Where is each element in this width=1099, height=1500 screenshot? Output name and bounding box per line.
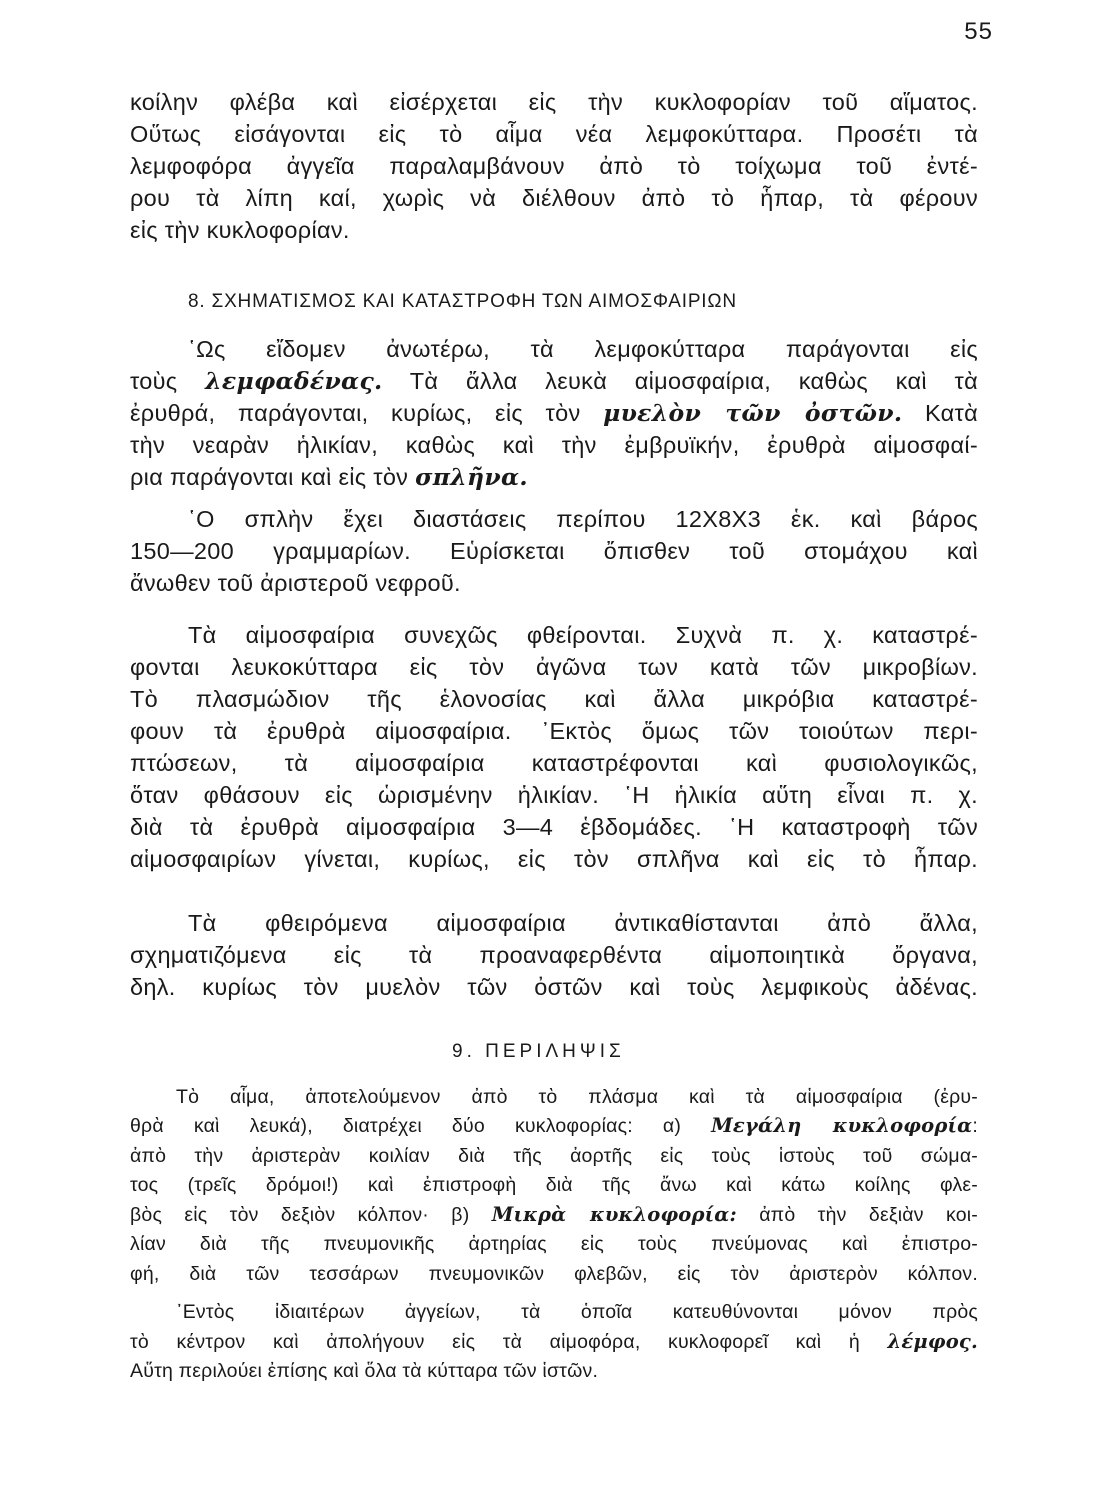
summary-line: ἀπὸ τὴν ἀριστερὰν κοιλίαν διὰ τῆς ἀορτῆς εἰς τοὺς ἱστοὺς τοῦ σώμα- [130,1145,978,1167]
summary-line: βὸς εἰς τὸν δεξιὸν κόλπον· β) Μικρὰ κυκλοφορία: ἀπὸ τὴν δεξιὰν κοι- [130,1203,979,1226]
text-line: Οὕτως εἰσάγονται εἰς τὸ αἷμα νέα λεμφοκύτταρα. Προσέτι τὰ [130,121,978,147]
text-line: δηλ. κυρίως τὸν μυελὸν τῶν ὀστῶν καὶ τοὺς λεμφικοὺς ἀδένας. [130,974,978,1000]
emphasis-term: σπλῆνα. [415,463,528,491]
emphasis-term: λέμφος. [887,1330,978,1353]
text-line: διὰ τὰ ἐρυθρὰ αἱμοσφαίρια 3—4 ἑβδομάδες. ῾Η καταστροφὴ τῶν [130,814,978,840]
summary-line: τὸ κέντρον καὶ ἀπολήγουν εἰς τὰ αἱμοφόρα, κυκλοφορεῖ καὶ ἡ λέμφος. [130,1330,978,1353]
summary-line: Αὕτη περιλούει ἐπίσης καὶ ὅλα τὰ κύτταρα τῶν ἱστῶν. [130,1360,599,1382]
text-line: Τὰ αἱμοσφαίρια συνεχῶς φθείρονται. Συχνὰ π. χ. καταστρέ- [188,622,978,648]
text-line: ρου τὰ λίπη καί, χωρὶς νὰ διέλθουν ἀπὸ τὸ ἧπαρ, τὰ φέρουν [130,185,978,211]
text-line: πτώσεων, τὰ αἱμοσφαίρια καταστρέφονται καὶ φυσιολογικῶς, [130,750,978,776]
text-line: φονται λευκοκύτταρα εἰς τὸν ἀγῶνα των κατὰ τῶν μικροβίων. [130,654,978,680]
emphasis-term: Μεγάλη κυκλοφορία [711,1114,973,1137]
section-9-heading: 9. ΠΕΡΙΛΗΨΙΣ [452,1041,625,1062]
text-line: φουν τὰ ἐρυθρὰ αἱμοσφαίρια. ᾿Εκτὸς ὅμως τῶν τοιούτων περι- [130,718,978,744]
summary-line: θρὰ καὶ λευκά), διατρέχει δύο κυκλοφορίας: α) Μεγάλη κυκλοφορία: [130,1114,978,1137]
page-number: 55 [964,18,993,45]
text-line: εἰς τὴν κυκλοφορίαν. [130,217,350,243]
text-line: ἄνωθεν τοῦ ἀριστεροῦ νεφροῦ. [130,570,461,596]
text-line: ἐρυθρά, παράγονται, κυρίως, εἰς τὸν μυελὸν τῶν ὀστῶν. Κατὰ [130,399,978,427]
summary-line: φή, διὰ τῶν τεσσάρων πνευμονικῶν φλεβῶν, εἰς τὸν ἀριστερὸν κόλπον. [130,1263,978,1285]
text-line: ρια παράγονται καὶ εἰς τὸν σπλῆνα. [130,463,528,491]
text-line: 150—200 γραμμαρίων. Εὑρίσκεται ὄπισθεν τοῦ στομάχου καὶ [130,538,978,564]
text-line: τὴν νεαρὰν ἡλικίαν, καθὼς καὶ τὴν ἐμβρυϊκήν, ἐρυθρὰ αἱμοσφαί- [130,432,978,458]
emphasis-term: λεμφαδένας. [205,367,383,395]
text-line: κοίλην φλέβα καὶ εἰσέρχεται εἰς τὴν κυκλοφορίαν τοῦ αἵματος. [130,89,978,115]
text-line: αἱμοσφαιρίων γίνεται, κυρίως, εἰς τὸν σπλῆνα καὶ εἰς τὸ ἧπαρ. [130,846,978,872]
text-line: σχηματιζόμενα εἰς τὰ προαναφερθέντα αἱμοποιητικὰ ὄργανα, [130,942,978,968]
summary-line: τος (τρεῖς δρόμοι!) καὶ ἐπιστροφὴ διὰ τῆς ἄνω καὶ κάτω κοίλης φλε- [130,1174,978,1196]
summary-line: λίαν διὰ τῆς πνευμονικῆς ἀρτηρίας εἰς τοὺς πνεύμονας καὶ ἐπιστρο- [130,1233,978,1255]
emphasis-term: Μικρὰ κυκλοφορία: [491,1203,737,1226]
text-line: Τὸ πλασμώδιον τῆς ἑλονοσίας καὶ ἄλλα μικρόβια καταστρέ- [130,686,978,712]
text-line: Τὰ φθειρόμενα αἱμοσφαίρια ἀντικαθίστανται ἀπὸ ἄλλα, [188,910,978,936]
text-line: ῾Ο σπλὴν ἔχει διαστάσεις περίπου 12Χ8Χ3 ἑκ. καὶ βάρος [188,506,978,532]
section-8-heading: 8. ΣΧΗΜΑΤΙΣΜΟΣ ΚΑΙ ΚΑΤΑΣΤΡΟΦΗ ΤΩΝ ΑΙΜΟΣΦΑΙΡΙΩΝ [188,291,737,312]
emphasis-term: μυελὸν τῶν ὀστῶν. [603,399,903,427]
text-line: ὅταν φθάσουν εἰς ὡρισμένην ἡλικίαν. ῾Η ἡλικία αὕτη εἶναι π. χ. [130,782,978,808]
summary-line: ᾿Εντὸς ἰδιαιτέρων ἀγγείων, τὰ ὁποῖα κατευθύνονται μόνον πρὸς [176,1301,978,1323]
summary-line: Τὸ αἷμα, ἀποτελούμενον ἀπὸ τὸ πλάσμα καὶ τὰ αἱμοσφαίρια (ἐρυ- [176,1086,978,1108]
text-line: ῾Ως εἴδομεν ἀνωτέρω, τὰ λεμφοκύτταρα παράγονται εἰς [188,336,978,362]
text-line: τοὺς λεμφαδένας. Τὰ ἄλλα λευκὰ αἱμοσφαίρια, καθὼς καὶ τὰ [130,367,978,395]
text-line: λεμφοφόρα ἀγγεῖα παραλαμβάνουν ἀπὸ τὸ τοίχωμα τοῦ ἐντέ- [130,153,978,179]
